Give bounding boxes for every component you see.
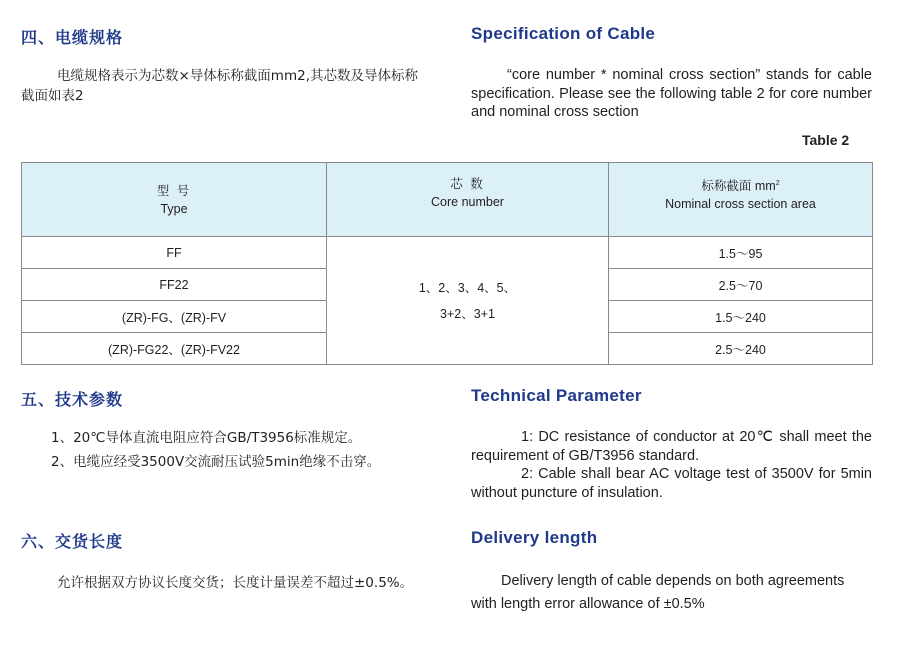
type-cell: FF22 bbox=[22, 269, 327, 301]
core-number-line2: 3+2、3+1 bbox=[440, 306, 495, 321]
area-cell: 2.5～70 bbox=[609, 269, 873, 301]
core-number-cell bbox=[327, 237, 609, 365]
area-cell: 1.5～95 bbox=[609, 237, 873, 269]
spec-table bbox=[21, 162, 873, 365]
section5-item2-en: 2: Cable shall bear AC voltage test of 3500V for 5min without puncture of insulation. bbox=[471, 466, 872, 501]
section4-body-cn: 电缆规格表示为芯数×导体标称截面mm2,其芯数及导体标称截面如表2 bbox=[21, 68, 418, 104]
header-type bbox=[22, 163, 327, 237]
section5-title-cn: 五、技术参数 bbox=[21, 390, 124, 409]
type-cell: FF bbox=[22, 237, 327, 269]
header-area-sup: 2 bbox=[775, 180, 780, 187]
header-area-cn-text: 标称截面 mm bbox=[701, 179, 776, 194]
section6-body-cn: 允许根据双方协议长度交货；长度计量误差不超过±0.5%。 bbox=[57, 575, 414, 591]
header-core bbox=[327, 163, 609, 237]
section6-body-en-line1: Delivery length of cable depends on both agreements bbox=[501, 573, 845, 589]
section5-item2-cn: 2、电缆应经受3500V交流耐压试验5min绝缘不击穿。 bbox=[51, 454, 381, 470]
section5-body-en bbox=[471, 428, 872, 502]
header-area-en: Nominal cross section area bbox=[665, 197, 816, 212]
type-cell: (ZR)-FG、(ZR)-FV bbox=[22, 301, 327, 333]
table-header-row bbox=[22, 163, 873, 237]
core-number-line1: 1、2、3、4、5、 bbox=[418, 280, 517, 295]
section6-body-en-line2: with length error allowance of ±0.5% bbox=[471, 596, 705, 612]
type-cell: (ZR)-FG22、(ZR)-FV22 bbox=[22, 333, 327, 365]
table-caption: Table 2 bbox=[802, 132, 850, 148]
section5-title-en: Technical Parameter bbox=[471, 386, 642, 405]
header-type-en: Type bbox=[160, 201, 188, 216]
header-area bbox=[609, 163, 873, 237]
section6-title-en: Delivery length bbox=[471, 528, 598, 547]
section4-title-cn: 四、电缆规格 bbox=[21, 28, 124, 47]
section4-title-en: Specification of Cable bbox=[471, 24, 656, 43]
section5-item1-en: 1: DC resistance of conductor at 20℃ shall meet the requirement of GB/T3956 standard. bbox=[471, 429, 872, 464]
table-row bbox=[22, 237, 873, 269]
area-cell: 1.5～240 bbox=[609, 301, 873, 333]
section4-body-en: “core number * nominal cross section” stands for cable specification. Please see the following table 2 for core number and nominal cross section bbox=[471, 67, 872, 120]
section5-item1-cn: 1、20℃导体直流电阻应符合GB/T3956标准规定。 bbox=[51, 430, 362, 446]
header-area-cn bbox=[609, 175, 872, 195]
header-core-cn: 芯 数 bbox=[450, 177, 485, 191]
header-type-cn: 型 号 bbox=[156, 183, 192, 198]
section6-title-cn: 六、交货长度 bbox=[21, 532, 124, 551]
area-cell: 2.5～240 bbox=[609, 333, 873, 365]
header-core-en: Core number bbox=[431, 195, 504, 209]
